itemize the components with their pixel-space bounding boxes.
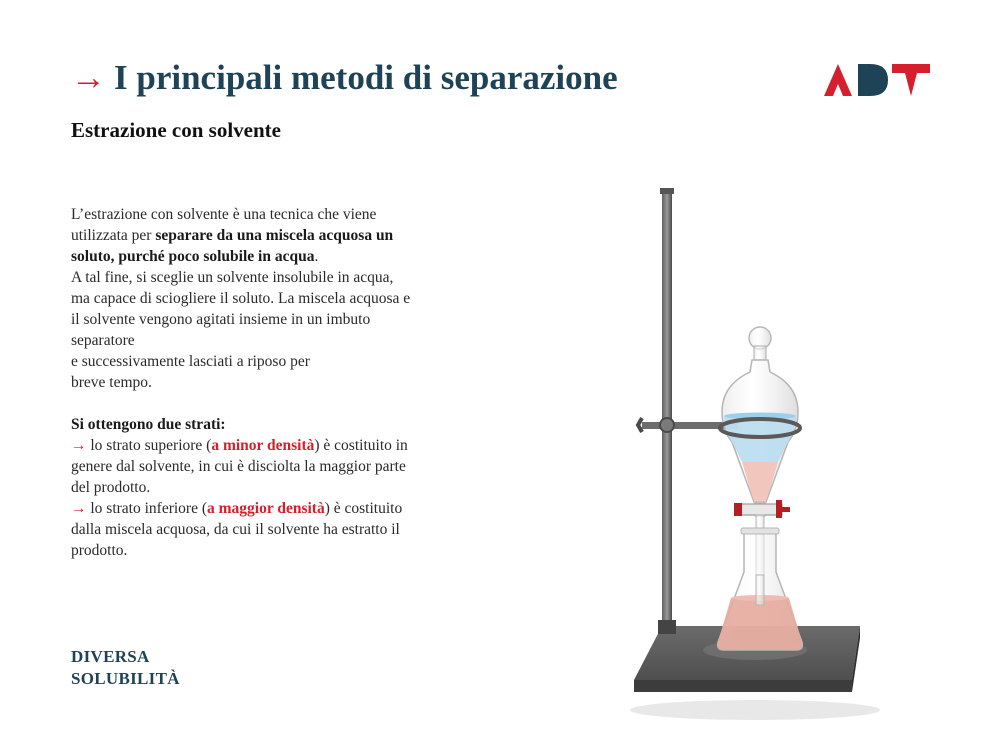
strata-heading-text: Si ottengono due strati: xyxy=(71,416,226,433)
lower-density: a maggior densità xyxy=(207,500,325,517)
lower-text-a: lo strato inferiore ( xyxy=(86,500,208,517)
description-text xyxy=(71,204,411,561)
stand-rod xyxy=(662,190,672,630)
method-line-3: breve tempo. xyxy=(71,374,152,391)
intro-paragraph xyxy=(71,204,411,267)
intro-bold: separare da una miscela acquosa un soluto, purché poco solubile in acqua xyxy=(71,227,394,265)
upper-text-a: lo strato superiore ( xyxy=(86,437,212,454)
upper-density: a minor densità xyxy=(211,437,315,454)
intro-text: L’estrazione con solvente è una tecnica che viene utilizzata per xyxy=(71,206,377,244)
title-text: I principali metodi di separazione xyxy=(114,58,618,97)
stopcock xyxy=(738,504,782,515)
method-line-2: e successivamente lasciati a riposo per xyxy=(71,353,310,370)
upper-layer-item xyxy=(71,435,411,498)
footer-line-2: SOLUBILITÀ xyxy=(71,669,180,688)
page-subtitle: Estrazione con solvente xyxy=(71,118,281,142)
adt-logo xyxy=(822,62,932,98)
base-shadow xyxy=(630,700,880,720)
strata-heading xyxy=(71,414,411,435)
upper-arrow: → xyxy=(71,437,87,454)
lower-arrow: → xyxy=(71,500,87,517)
intro-period: . xyxy=(314,248,319,265)
flask-liquid xyxy=(718,598,803,650)
lower-text-b: ) è costituito dalla miscela acquosa, da cui il solvente ha estratto il prodotto. xyxy=(71,500,403,559)
method-paragraph: A tal fine, si sceglie un solvente insolubile in acqua, ma capace di sciogliere il soluto. La miscela acquosa e il solvente vengono agitati insieme in un imbuto separatore xyxy=(71,269,411,349)
upper-text-b: ) è costituito in genere dal solvente, in cui è disciolta la maggior parte del prodotto. xyxy=(71,437,408,496)
lower-layer-item xyxy=(71,498,411,561)
title-arrow: → xyxy=(71,58,106,97)
footer-label xyxy=(71,646,271,690)
footer-line-1: DIVERSA xyxy=(71,647,150,666)
page-title xyxy=(71,58,618,98)
separatory-funnel-illustration xyxy=(620,180,890,730)
